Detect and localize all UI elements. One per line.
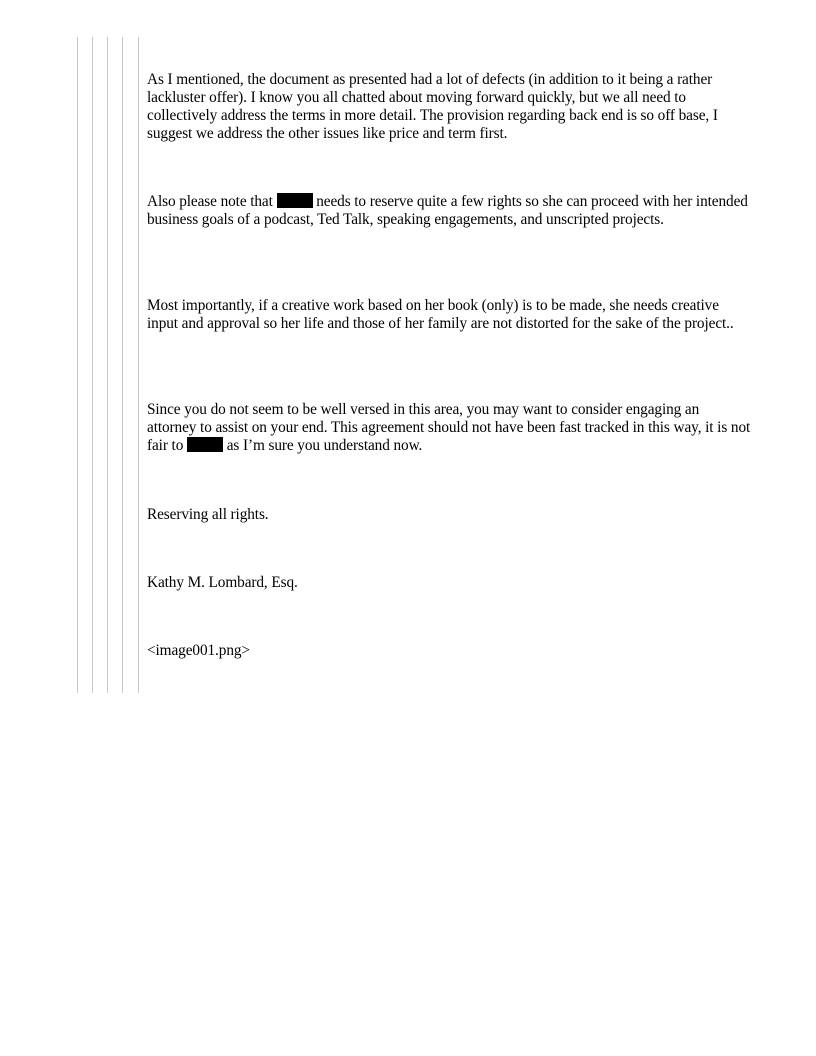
paragraph-4-end: as I’m sure you understand now. (222, 437, 423, 454)
quote-bar (107, 37, 108, 693)
quote-bar (92, 37, 93, 693)
redacted-name (277, 193, 313, 208)
paragraph-attorney (147, 401, 752, 455)
paragraph-defects: As I mentioned, the document as presented had a lot of defects (in addition to it being a rather lackluster offer). I know you all chatted about moving forward quickly, but we all need to collectively address the terms in more detail. The provision regarding back end is so off base, I suggest we address the other issues like price and term first. (147, 71, 718, 142)
paragraph-2-end: needs to reserve quite a few rights so she can proceed with her intended business goals of a podcast, Ted Talk, speaking engagements, and unscripted projects. (147, 193, 748, 228)
quote-bar (122, 37, 123, 693)
quote-bar (77, 37, 78, 693)
quote-bar (138, 37, 139, 693)
paragraph-creative-input: Most importantly, if a creative work based on her book (only) is to be made, she needs creative input and approval so her life and those of her family are not distorted for the sake of the project.. (147, 297, 734, 332)
redacted-name (187, 437, 223, 452)
paragraph-reserve-rights (147, 193, 752, 229)
paragraph-2-start: Also please note that (147, 193, 277, 210)
attachment-placeholder[interactable]: <image001.png> (147, 642, 250, 659)
paragraph-4-start: Since you do not seem to be well versed in this area, you may want to consider engaging an attorney to assist on your end. This agreement should not have been fast tracked in this way, it is not fair to (147, 401, 751, 454)
signature: Kathy M. Lombard, Esq. (147, 574, 298, 591)
closing-line: Reserving all rights. (147, 506, 269, 523)
